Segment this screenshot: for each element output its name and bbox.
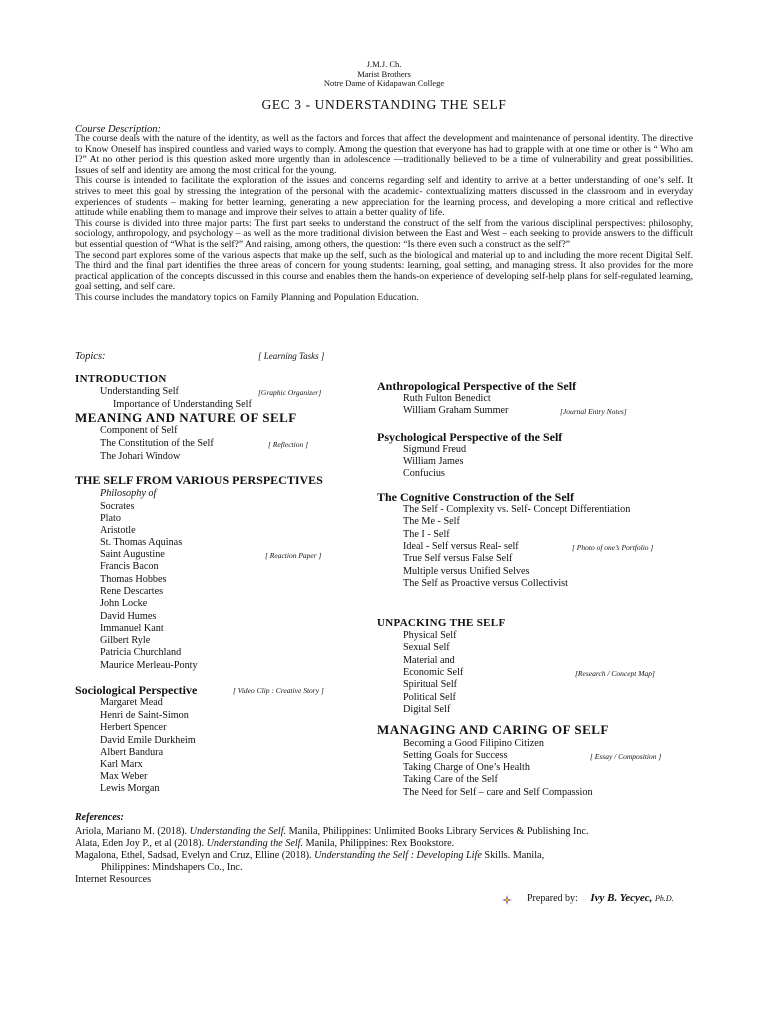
topic-item: Sigmund Freud xyxy=(403,444,467,455)
references-list xyxy=(75,826,715,886)
topic-item: Economic Self xyxy=(403,667,464,678)
topic-item: Becoming a Good Filipino Citizen xyxy=(403,738,544,749)
learning-task: [Graphic Organizer] xyxy=(258,388,322,397)
sociologist-item: Margaret Mead xyxy=(100,697,163,708)
section-heading-perspectives: THE SELF FROM VARIOUS PERSPECTIVES xyxy=(75,473,323,487)
topic-item: The Me - Self xyxy=(403,516,460,527)
topic-item: The Self as Proactive versus Collectivist xyxy=(403,578,568,589)
reference-item-continued: Philippines: Mindshapers Co., Inc. xyxy=(101,862,243,873)
philosopher-item: Thomas Hobbes xyxy=(100,574,167,585)
section-heading-introduction: INTRODUCTION xyxy=(75,373,167,385)
section-heading-managing: MANAGING AND CARING OF SELF xyxy=(377,722,609,737)
topic-item: Physical Self xyxy=(403,630,457,641)
philosopher-item: Plato xyxy=(100,513,121,524)
philosopher-item: Aristotle xyxy=(100,525,136,536)
topic-item: The Constitution of the Self xyxy=(100,438,214,449)
learning-task: [ Reflection ] xyxy=(268,440,308,449)
prepared-by-label: Prepared by: xyxy=(527,893,578,904)
philosopher-item: Socrates xyxy=(100,501,135,512)
topic-item: Political Self xyxy=(403,692,456,703)
author-degree: Ph.D. xyxy=(654,894,674,903)
section-heading-anthropological: Anthropological Perspective of the Self xyxy=(377,379,577,393)
topic-item: The Self - Complexity vs. Self- Concept Differentiation xyxy=(403,504,631,515)
page-title: GEC 3 - UNDERSTANDING THE SELF xyxy=(261,97,507,112)
reference-item: Magalona, Ethel, Sadsad, Evelyn and Cruz, Elline (2018). Understanding the Self : Developing Life Skills. Manila, xyxy=(75,850,545,861)
learning-task: [ Reaction Paper ] xyxy=(265,551,322,560)
topic-item: Multiple versus Unified Selves xyxy=(403,566,530,577)
header-line-2: Marist Brothers xyxy=(357,68,411,79)
philosopher-item: John Locke xyxy=(100,598,148,609)
section-heading-meaning: MEANING AND NATURE OF SELF xyxy=(75,410,297,425)
philosopher-item: St. Thomas Aquinas xyxy=(100,537,183,548)
sociologist-item: Max Weber xyxy=(100,771,148,782)
topic-item: Confucius xyxy=(403,468,445,479)
topic-item: Taking Charge of One’s Health xyxy=(403,762,530,773)
author-name: Ivy B. Yecyec, xyxy=(590,892,653,904)
sociologist-item: David Emile Durkheim xyxy=(100,735,196,746)
section-heading-psychological: Psychological Perspective of the Self xyxy=(377,430,563,444)
course-description xyxy=(75,134,693,304)
description-paragraph: The course deals with the nature of the identity, as well as the factors and forces that affect the development and maintenance of personal identity. The directive to Know Oneself has inspired countless and varied ways to comply. Among the question that everyone has had to grapple with at one time or other is “ Who am I?” At no other period is this question asked more urgently than in adolescence —traditionally believed to be a time of vulnerability and great possibilities. Issues of self and identity are among the most critical for the young. xyxy=(75,133,693,176)
topic-item: The Need for Self – care and Self Compassion xyxy=(403,787,593,798)
philosopher-item: Rene Descartes xyxy=(100,586,164,597)
sociologist-item: Lewis Morgan xyxy=(100,783,160,794)
topic-item: Ideal - Self versus Real- self xyxy=(403,541,519,552)
description-paragraph: This course includes the mandatory topics on Family Planning and Population Education. xyxy=(75,291,419,303)
topic-item: The Johari Window xyxy=(100,451,181,462)
topic-item: William Graham Summer xyxy=(403,405,509,416)
reference-item: Internet Resources xyxy=(75,874,152,885)
sociologist-item: Albert Bandura xyxy=(100,747,164,758)
subheading-philosophy: Philosophy of xyxy=(100,488,157,499)
topic-item: Spiritual Self xyxy=(403,679,458,690)
topic-item: Sexual Self xyxy=(403,642,450,653)
header-line-3: Notre Dame of Kidapawan College xyxy=(323,78,445,88)
topic-item: Material and xyxy=(403,655,455,666)
sociologist-item: Karl Marx xyxy=(100,759,143,770)
section-heading-cognitive: The Cognitive Construction of the Self xyxy=(377,490,574,504)
section-heading-unpacking: UNPACKING THE SELF xyxy=(377,617,506,629)
school-header xyxy=(0,60,768,89)
philosopher-item: Gilbert Ryle xyxy=(100,635,151,646)
course-description-label: Course Description: xyxy=(75,124,162,135)
topic-item: Taking Care of the Self xyxy=(403,774,498,785)
references-label: References: xyxy=(75,812,124,823)
learning-task: [ Essay / Composition ] xyxy=(590,752,662,761)
description-paragraph: This course is intended to facilitate the exploration of the issues and concerns regarding self and identity to arrive at a better understanding of one’s self. It strives to meet this goal by stressing the integration of the personal with the academic- contextualizing matters discussed in the classroom and in everyday experiences of students – making for better learning, generating a new appreciation for the learning process, and developing a more critical and reflective attitude while enabling them to manage and improve their selves to attain a better quality of life. xyxy=(75,175,693,219)
learning-task: [Research / Concept Map] xyxy=(575,669,655,678)
learning-tasks-label: [ Learning Tasks ] xyxy=(258,351,325,361)
topic-item: True Self versus False Self xyxy=(403,553,513,564)
topic-item: William James xyxy=(403,456,464,467)
topic-item: Digital Self xyxy=(403,704,451,715)
description-paragraph: This course is divided into three major parts: The first part seeks to understand the construct of the self from the various disciplinal perspectives: philosophy, sociology, anthropology, and psychology – as well as the more traditional division between the East and West – each seeking to provide answers to the difficult but essential question of “What is the self?” And raising, among others, the question: “Is there even such a construct as the self?” xyxy=(75,217,693,250)
topic-item: Component of Self xyxy=(100,425,178,436)
learning-task: [ Video Clip : Creative Story ] xyxy=(233,686,324,695)
section-heading-sociological: Sociological Perspective xyxy=(75,683,198,697)
philosopher-item: Immanuel Kant xyxy=(100,623,164,634)
header-line-1: J.M.J. Ch. xyxy=(366,59,402,69)
topic-item: Setting Goals for Success xyxy=(403,750,508,761)
philosopher-item: Francis Bacon xyxy=(100,561,159,572)
philosopher-item: Saint Augustine xyxy=(100,549,165,560)
learning-task: [Journal Entry Notes] xyxy=(560,407,627,416)
learning-task: [ Photo of one’s Portfolio ] xyxy=(572,543,654,552)
philosopher-item: David Humes xyxy=(100,611,157,622)
prepared-by xyxy=(527,892,674,904)
description-paragraph: The second part explores some of the various aspects that make up the self, such as the biological and material up to and including the more recent Digital Self. The third and the final part identifies the three areas of concern for young students: learning, goal setting, and managing stress. It also provides for the more practical application of the concepts discussed in this course and enables them the hands-on experience of developing self-help plans for self-regulated learning, goal setting, and self care. xyxy=(75,249,693,293)
bullet-icon xyxy=(502,892,512,902)
philosopher-item: Maurice Merleau-Ponty xyxy=(100,660,198,671)
topic-item: Importance of Understanding Self xyxy=(113,399,252,410)
sociologist-item: Henri de Saint-Simon xyxy=(100,710,189,721)
topic-item: The I - Self xyxy=(403,529,450,540)
reference-item: Alata, Eden Joy P., et al (2018). Understanding the Self. Manila, Philippines: Rex Bookstore. xyxy=(75,838,455,849)
sociologist-item: Herbert Spencer xyxy=(100,722,167,733)
topic-item: Understanding Self xyxy=(100,386,179,397)
topic-item: Ruth Fulton Benedict xyxy=(403,393,491,404)
philosopher-item: Patricia Churchland xyxy=(100,647,182,658)
topics-label: Topics: xyxy=(75,351,106,362)
reference-item: Ariola, Mariano M. (2018). Understanding the Self. Manila, Philippines: Unlimited Books Library Services & Publishing Inc. xyxy=(75,826,589,837)
